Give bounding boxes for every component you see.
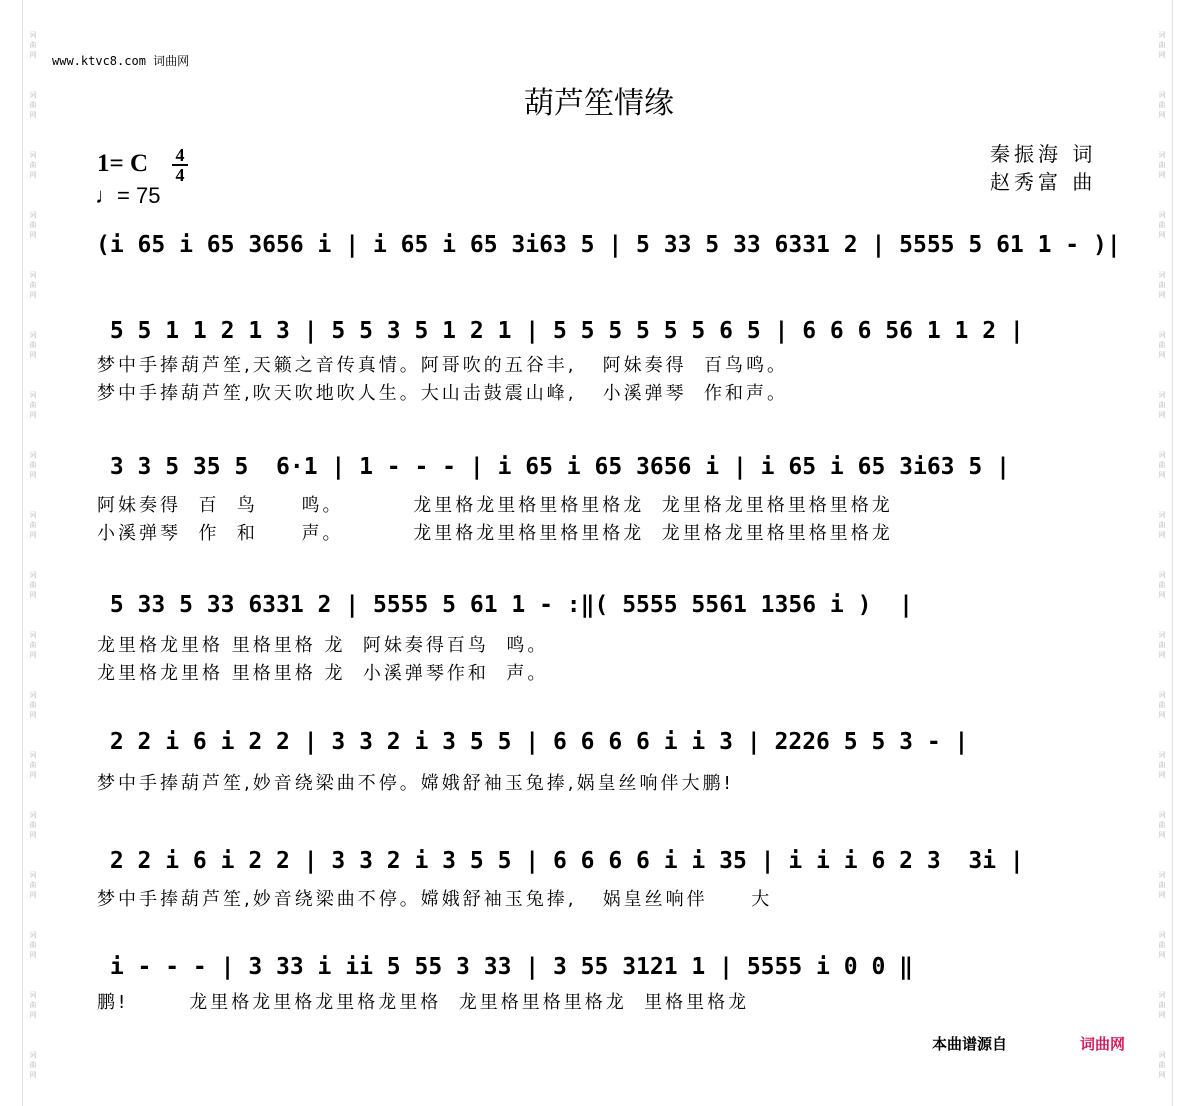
watermark-text: 词 曲 网: [29, 451, 37, 479]
lyric-row-3-verse-2: 小溪弹琴 作 和 声。 龙里格龙里格里格里格龙 龙里格龙里格里格里格龙: [97, 523, 893, 544]
watermark-text: 词 曲 网: [1158, 91, 1166, 119]
watermark-text: 词 曲 网: [29, 811, 37, 839]
watermark-text: 词 曲 网: [29, 691, 37, 719]
watermark-text: 词 曲 网: [1158, 451, 1166, 479]
tempo-value: = 75: [117, 183, 161, 208]
source-label: 本曲谱源自: [932, 1035, 1008, 1053]
time-signature-bottom: 4: [175, 165, 185, 185]
watermark-text: 词 曲 网: [29, 151, 37, 179]
watermark-text: 词 曲 网: [1158, 31, 1166, 59]
right-watermark-strip: [1152, 0, 1173, 1106]
watermark-text: 词 曲 网: [1158, 751, 1166, 779]
composer-credit: 赵秀富 曲: [990, 170, 1097, 194]
watermark-text: 词 曲 网: [1158, 991, 1166, 1019]
watermark-text: 词 曲 网: [1158, 151, 1166, 179]
lyric-row-4-verse-1: 龙里格龙里格 里格里格 龙 阿妹奏得百鸟 鸣。: [97, 635, 549, 656]
watermark-text: 词 曲 网: [29, 931, 37, 959]
time-signature-top: 4: [175, 145, 185, 165]
time-signature: [170, 146, 190, 184]
key-signature: 1= C: [97, 150, 149, 177]
watermark-text: 词 曲 网: [29, 1051, 37, 1079]
watermark-text: 词 曲 网: [1158, 691, 1166, 719]
lyric-row-3-verse-1: 阿妹奏得 百 鸟 鸣。 龙里格龙里格里格里格龙 龙里格龙里格里格里格龙: [97, 495, 893, 516]
notation-row-1: (i 65 i 65 3656 i | i 65 i 65 3i63 5 | 5 33 5 33 6331 2 | 5555 5 61 1 - )|: [96, 232, 1121, 258]
lyric-row-2-verse-1: 梦中手捧葫芦笙,天籁之音传真情。阿哥吹的五谷丰, 阿妹奏得 百鸟鸣。: [97, 355, 789, 376]
watermark-text: 词 曲 网: [29, 751, 37, 779]
lyric-row-6: 梦中手捧葫芦笙,妙音绕梁曲不停。嫦娥舒袖玉兔捧, 娲皇丝响伴 大: [97, 889, 773, 910]
left-watermark-strip: [22, 0, 43, 1106]
lyric-row-7: 鹏! 龙里格龙里格龙里格龙里格 龙里格里格里格龙 里格里格龙: [97, 992, 750, 1013]
watermark-text: 词 曲 网: [29, 91, 37, 119]
watermark-text: 词 曲 网: [29, 511, 37, 539]
watermark-text: 词 曲 网: [29, 571, 37, 599]
lyric-row-5: 梦中手捧葫芦笙,妙音绕梁曲不停。嫦娥舒袖玉兔捧,娲皇丝响伴大鹏!: [97, 773, 734, 794]
watermark-text: 词 曲 网: [1158, 211, 1166, 239]
site-url: www.ktvc8.com 词曲网: [52, 54, 190, 68]
watermark-text: 词 曲 网: [1158, 271, 1166, 299]
watermark-text: 词 曲 网: [1158, 571, 1166, 599]
notation-row-7: i - - - | 3 33 i ii 5 55 3 33 | 3 55 3121 1 | 5555 i 0 0 ‖: [96, 954, 913, 980]
watermark-text: 词 曲 网: [29, 331, 37, 359]
watermark-text: 词 曲 网: [29, 211, 37, 239]
watermark-text: 词 曲 网: [29, 31, 37, 59]
notation-row-2: 5 5 1 1 2 1 3 | 5 5 3 5 1 2 1 | 5 5 5 5 5 5 6 5 | 6 6 6 56 1 1 2 |: [96, 318, 1024, 344]
watermark-text: 词 曲 网: [1158, 871, 1166, 899]
notation-row-4: 5 33 5 33 6331 2 | 5555 5 61 1 - :‖( 5555 5561 1356 i ) |: [96, 592, 913, 618]
watermark-text: 词 曲 网: [1158, 511, 1166, 539]
watermark-text: 词 曲 网: [1158, 391, 1166, 419]
watermark-text: 词 曲 网: [29, 871, 37, 899]
brand-link[interactable]: 词曲网: [1080, 1035, 1126, 1053]
notation-row-5: 2 2 i 6 i 2 2 | 3 3 2 i 3 5 5 | 6 6 6 6 i i 3 | 2226 5 5 3 - |: [96, 729, 969, 755]
notation-row-6: 2 2 i 6 i 2 2 | 3 3 2 i 3 5 5 | 6 6 6 6 i i 35 | i i i 6 2 3 3i |: [96, 848, 1024, 874]
watermark-text: 词 曲 网: [1158, 1051, 1166, 1079]
watermark-text: 词 曲 网: [1158, 331, 1166, 359]
watermark-text: 词 曲 网: [29, 991, 37, 1019]
watermark-text: 词 曲 网: [29, 271, 37, 299]
watermark-text: 词 曲 网: [1158, 631, 1166, 659]
lyricist-credit: 秦振海 词: [990, 142, 1097, 166]
quarter-note-icon: ♩: [95, 183, 117, 208]
watermark-text: 词 曲 网: [1158, 931, 1166, 959]
watermark-text: 词 曲 网: [29, 391, 37, 419]
tempo-marking: [95, 183, 160, 209]
watermark-text: 词 曲 网: [1158, 811, 1166, 839]
lyric-row-2-verse-2: 梦中手捧葫芦笙,吹天吹地吹人生。大山击鼓震山峰, 小溪弹琴 作和声。: [97, 383, 789, 404]
lyric-row-4-verse-2: 龙里格龙里格 里格里格 龙 小溪弹琴作和 声。: [97, 663, 549, 684]
notation-row-3: 3 3 5 35 5 6·1 | 1 - - - | i 65 i 65 3656 i | i 65 i 65 3i63 5 |: [96, 454, 1010, 480]
watermark-text: 词 曲 网: [29, 631, 37, 659]
song-title: 葫芦笙情缘: [524, 87, 674, 120]
